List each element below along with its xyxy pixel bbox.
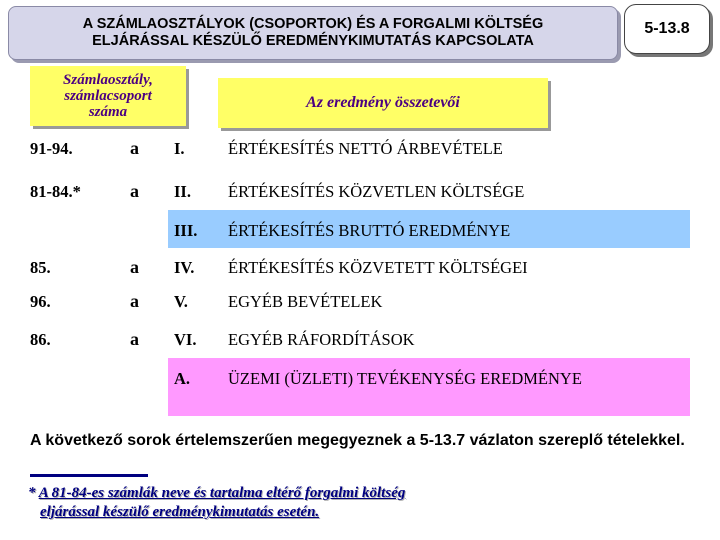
row-5-arrow-icon: a [130, 291, 139, 311]
explanatory-note: A következő sorok értelemszerűen megegyeznek a 5-13.7 vázlaton szereplő tételekkel. [30, 432, 685, 449]
footnote-line-2-text: eljárással készülő eredménykimutatás esetén. [40, 504, 320, 520]
footnote-line-2 [28, 503, 688, 522]
row-5-description: EGYÉB BEVÉTELEK [228, 292, 383, 311]
row-2-description: ÉRTÉKESÍTÉS KÖZVETLEN KÖLTSÉGE [228, 182, 525, 201]
footnote [28, 484, 688, 522]
row-5-roman-numeral: V. [174, 292, 188, 311]
column-header-accounts-line-1: Számlaosztály, [63, 72, 153, 88]
row-1-description: ÉRTÉKESÍTÉS NETTÓ ÁRBEVÉTELE [228, 139, 503, 158]
column-header-accounts [30, 66, 186, 126]
footnote-asterisk: * [28, 485, 39, 501]
column-header-components: Az eredmény összetevői [218, 78, 548, 128]
row-7-description: ÜZEMI (ÜZLETI) TEVÉKENYSÉG EREDMÉNYE [228, 369, 582, 388]
slide-title-line-1: A SZÁMLAOSZTÁLYOK (CSOPORTOK) ÉS A FORGALMI KÖLTSÉG [82, 16, 544, 32]
row-2-account-code: 81-84.* [30, 182, 81, 201]
row-7-roman-numeral: A. [174, 369, 191, 388]
slide-title-box [8, 6, 618, 60]
row-6-roman-numeral: VI. [174, 330, 197, 349]
row-3-description: ÉRTÉKESÍTÉS BRUTTÓ EREDMÉNYE [228, 221, 511, 240]
row-3-roman-numeral: III. [174, 221, 198, 240]
row-1-account-code: 91-94. [30, 139, 73, 158]
row-1-roman-numeral: I. [174, 139, 185, 158]
slide-title-line-2: ELJÁRÁSSAL KÉSZÜLŐ EREDMÉNYKIMUTATÁS KAPCSOLATA [92, 33, 534, 49]
slide-code-badge: 5-13.8 [624, 4, 710, 54]
column-header-accounts-line-3: száma [88, 104, 128, 120]
footnote-line-1-text: A 81-84-es számlák neve és tartalma eltérő forgalmi költség [38, 485, 406, 501]
row-5-account-code: 96. [30, 292, 51, 311]
row-4-account-code: 85. [30, 258, 51, 277]
row-4-description: ÉRTÉKESÍTÉS KÖZVETETT KÖLTSÉGEI [228, 258, 528, 277]
row-6-description: EGYÉB RÁFORDÍTÁSOK [228, 330, 415, 349]
row-2-roman-numeral: II. [174, 182, 191, 201]
row-4-roman-numeral: IV. [174, 258, 195, 277]
row-6-account-code: 86. [30, 330, 51, 349]
row-6-arrow-icon: a [130, 329, 139, 349]
row-1-arrow-icon: a [130, 138, 139, 158]
row-2-arrow-icon: a [130, 181, 139, 201]
note-underline-divider [30, 474, 148, 477]
column-header-accounts-line-2: számlacsoport [64, 88, 152, 104]
row-4-arrow-icon: a [130, 257, 139, 277]
footnote-line-1 [28, 484, 688, 503]
